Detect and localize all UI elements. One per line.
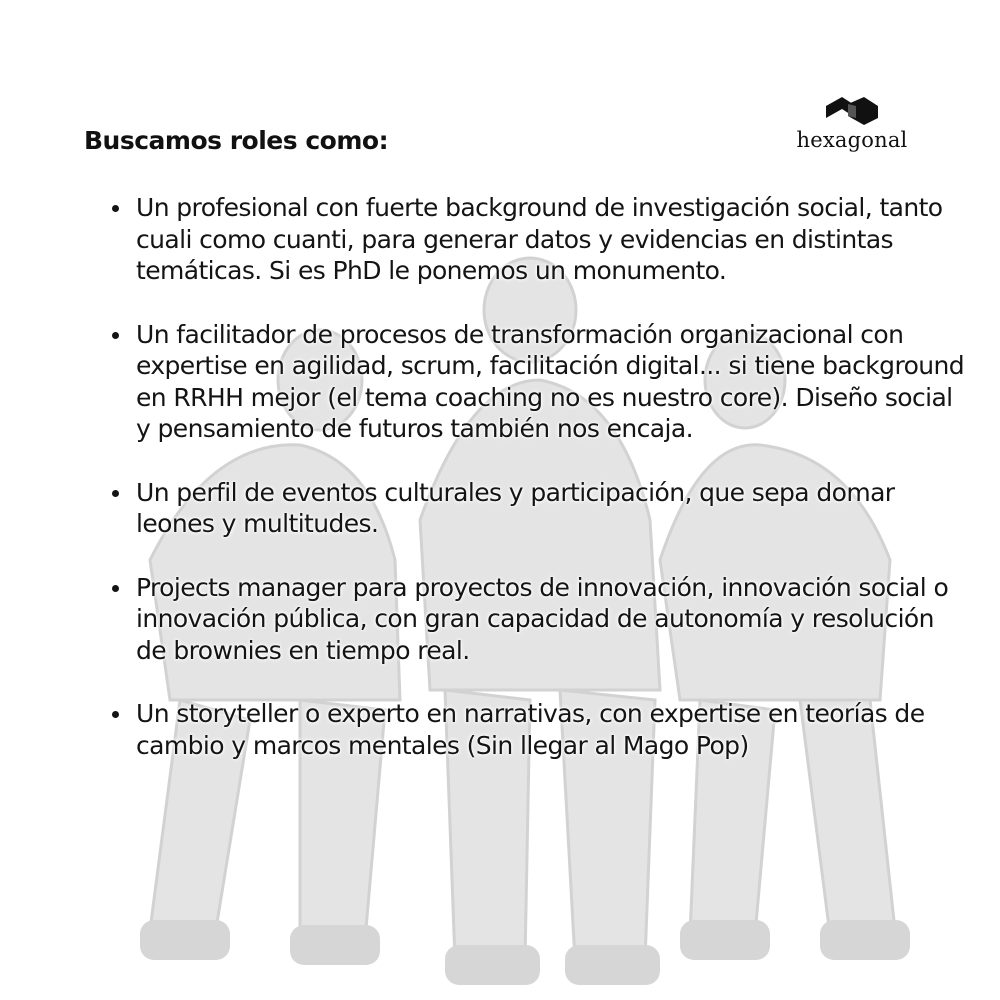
bullet-dot-icon: [112, 332, 119, 339]
hexagonal-logo-mark-icon: [824, 96, 880, 126]
role-description: Un storyteller o experto en narrativas, con expertise en teorías de cambio y marcos mentales (Sin llegar al Mago Pop): [136, 699, 925, 760]
logo-wordmark: hexagonal: [796, 128, 908, 152]
bullet-dot-icon: [112, 711, 119, 718]
list-item: [108, 477, 968, 540]
role-description: Un profesional con fuerte background de investigación social, tanto cuali como cuanti, para generar datos y evidencias en distintas temáticas. Si es PhD le ponemos un monumento.: [136, 193, 943, 285]
list-item: [108, 192, 968, 287]
bullet-dot-icon: [112, 490, 119, 497]
page-heading: Buscamos roles como:: [84, 126, 389, 155]
role-description: Un facilitador de procesos de transformación organizacional con expertise en agilidad, scrum, facilitación digital... si tiene background en RRHH mejor (el tema coaching no es nuestro core). Diseño social y pensamiento de futuros también nos encaja.: [136, 319, 965, 443]
list-item: [108, 319, 968, 445]
role-description: Un perfil de eventos culturales y participación, que sepa domar leones y multitudes.: [136, 477, 895, 538]
bullet-dot-icon: [112, 585, 119, 592]
list-item: [108, 698, 968, 761]
bullet-dot-icon: [112, 205, 119, 212]
hexagonal-logo: [784, 96, 920, 152]
roles-list: [108, 192, 968, 793]
role-description: Projects manager para proyectos de innovación, innovación social o innovación pública, con gran capacidad de autonomía y resolución de brownies en tiempo real.: [136, 572, 949, 665]
list-item: [108, 572, 968, 667]
